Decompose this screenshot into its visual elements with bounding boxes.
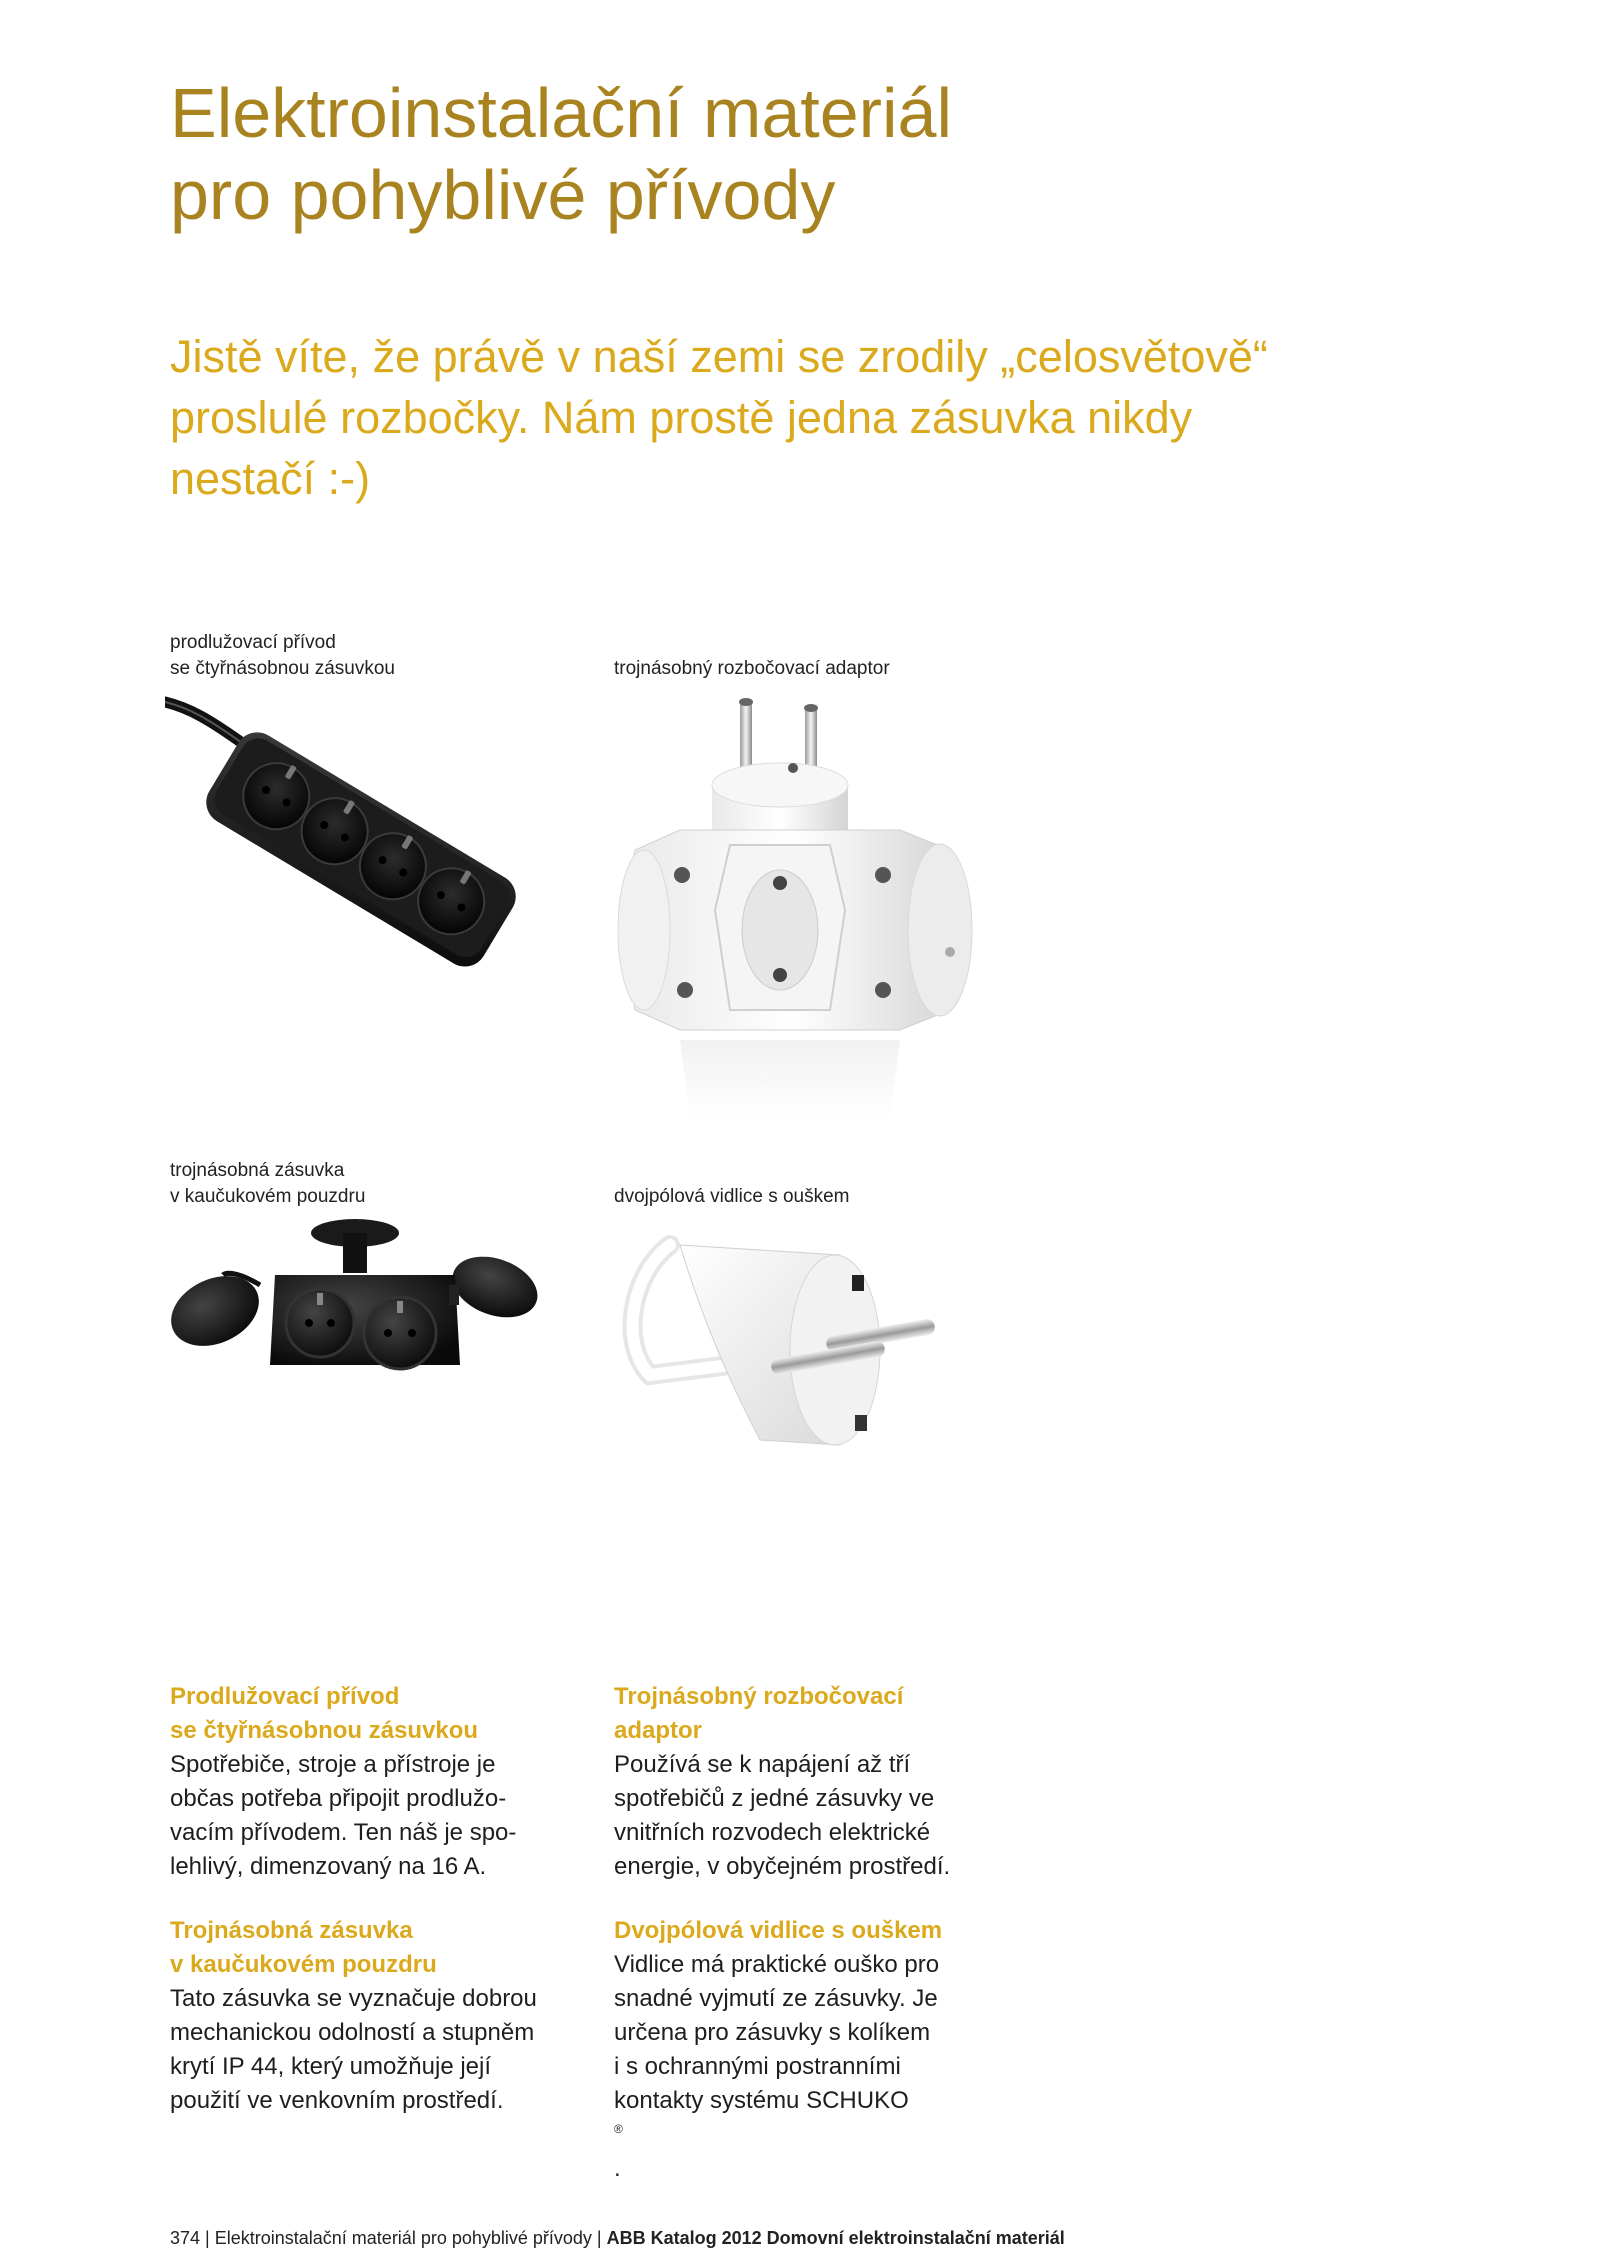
title-line-2: pro pohyblivé přívody [170, 156, 836, 234]
footer-section: Elektroinstalační materiál pro pohyblivé přívody [214, 2228, 592, 2248]
lead-line-3: nestačí :-) [170, 453, 371, 504]
plug-with-loop-image [610, 1225, 1010, 1465]
lead-line-1: Jistě víte, že právě v naší zemi se zrodily „celosvětově“ [170, 331, 1268, 382]
description-heading: Prodlužovací přívod se čtyřnásobnou zásuvkou [170, 1683, 479, 1744]
page-title [170, 72, 1470, 236]
product-caption-rubber-socket: trojnásobná zásuvka v kaučukovém pouzdru [170, 1160, 366, 1207]
page-footer: 374 | Elektroinstalační materiál pro pohyblivé přívody | ABB Katalog 2012 Domovní elektroinstalační materiál [170, 2228, 1065, 2248]
description-text: Vidlice má praktické ouško pro snadné vyjmutí ze zásuvky. Je určena pro zásuvky s kolíkem i s ochrannými postranními kontakty systému SCHUKO ® . [614, 1951, 940, 2182]
footer-catalog: ABB Katalog 2012 Domovní elektroinstalační materiál [606, 2228, 1065, 2248]
extension-cord-image [165, 690, 535, 990]
description-text: Tato zásuvka se vyznačuje dobrou mechanickou odolností a stupněm krytí IP 44, který umožňuje její použití ve venkovním prostředí. [170, 1985, 537, 2114]
page-number: 374 [170, 2228, 201, 2248]
description-text: Spotřebiče, stroje a přístroje je občas potřeba připojit prodlužo- vacím přívodem. Ten náš je spo- lehlivý, dimenzovaný na 16 A. [170, 1751, 517, 1880]
description-text: Používá se k napájení až tří spotřebičů z jedné zásuvky ve vnitřních rozvodech elektrické energie, v obyčejném prostředí. [614, 1751, 951, 1880]
product-caption-extension-cord: prodlužovací přívod se čtyřnásobnou zásuvkou [170, 632, 395, 679]
description-rubber-socket [170, 1914, 590, 2118]
description-heading: Trojnásobný rozbočovací adaptor [614, 1683, 904, 1744]
lead-line-2: proslulé rozbočky. Nám prostě jedna zásuvka nikdy [170, 392, 1193, 443]
triple-adaptor-image [600, 690, 980, 1130]
description-heading: Dvojpólová vidlice s ouškem [614, 1917, 943, 1944]
product-caption-plug: dvojpólová vidlice s ouškem [614, 1186, 850, 1207]
description-heading: Trojnásobná zásuvka v kaučukovém pouzdru [170, 1917, 437, 1978]
rubber-socket-image [165, 1215, 555, 1395]
title-line-1: Elektroinstalační materiál [170, 74, 952, 152]
product-caption-triple-adaptor: trojnásobný rozbočovací adaptor [614, 658, 890, 679]
description-triple-adaptor [614, 1680, 1034, 1884]
lead-text [170, 326, 1450, 509]
description-extension-cord [170, 1680, 590, 1884]
trademark-symbol: ® [614, 2122, 623, 2136]
description-plug [614, 1914, 1034, 2186]
